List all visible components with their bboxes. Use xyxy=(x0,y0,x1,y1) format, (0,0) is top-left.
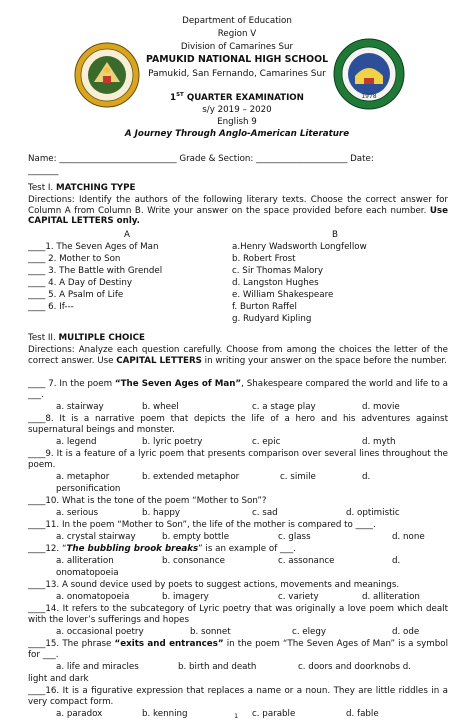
author-option-g: g. Rudyard Kipling xyxy=(232,314,312,324)
school-year: s/y 2019 – 2020 xyxy=(202,105,272,115)
matching-item-2[interactable]: ____ 2. Mother to Son xyxy=(28,254,121,264)
author-option-f: f. Burton Raffel xyxy=(232,302,297,312)
dept-line: Department of Education xyxy=(182,16,292,26)
division-line: Division of Camarines Sur xyxy=(180,42,294,52)
q9-option-b: b. extended metaphor xyxy=(142,472,240,482)
q12-option-a: a. alliteration xyxy=(56,556,114,566)
q15-option-d-text: light and dark xyxy=(28,674,89,684)
q12-option-c: c. assonance xyxy=(278,556,335,566)
q16-option-b: b. kenning xyxy=(142,709,188,719)
author-option-c: c. Sir Thomas Malory xyxy=(232,266,324,276)
q8-option-a: a. legend xyxy=(56,437,97,447)
question-16[interactable]: ____16. It is a figurative expression that replaces a name or a noun. They are little riddles in a very compact form. xyxy=(28,686,448,707)
region-line: Region V xyxy=(217,29,257,39)
matching-item-6[interactable]: ____ 6. If--- xyxy=(28,302,74,312)
q13-option-d: d. alliteration xyxy=(362,592,420,602)
test1-directions: Directions: Identify the authors of the following literary texts. Choose the correct answer for Column A from Column B. Write your answer on the space provided before each number. Use CAPITAL LETTERS only. xyxy=(28,195,448,227)
column-a-header: A xyxy=(124,230,130,240)
q7-option-c: c. a stage play xyxy=(252,402,316,412)
q7-option-d: d. movie xyxy=(362,402,400,412)
page-number: 1 xyxy=(234,712,239,720)
q13-option-a: a. onomatopoeia xyxy=(56,592,130,602)
q9-option-c: c. simile xyxy=(280,472,316,482)
q10-option-d: d. optimistic xyxy=(346,508,400,518)
q10-option-a: a. serious xyxy=(56,508,99,518)
q9-option-d-text: personification xyxy=(56,484,121,494)
q8-option-b: b. lyric poetry xyxy=(142,437,203,447)
exam-theme: A Journey Through Anglo-American Literature xyxy=(124,129,350,139)
exam-title: 1ST QUARTER EXAMINATION xyxy=(170,92,304,103)
subject: English 9 xyxy=(217,117,257,127)
test2-title: Test II. MULTIPLE CHOICE xyxy=(28,333,145,343)
q11-option-d: d. none xyxy=(392,532,425,542)
school-address: Pamukid, San Fernando, Camarines Sur xyxy=(148,69,326,79)
q16-option-a: a. paradox xyxy=(56,709,103,719)
matching-item-3[interactable]: ____ 3. The Battle with Grendel xyxy=(28,266,163,276)
date-blank[interactable]: _______ xyxy=(28,166,59,176)
q14-option-b: b. sonnet xyxy=(190,627,231,637)
author-option-e: e. William Shakespeare xyxy=(232,290,334,300)
q7-option-b: b. wheel xyxy=(142,402,179,412)
q9-option-d: d. xyxy=(362,472,371,482)
question-11[interactable]: ____11. In the poem “Mother to Son”, the life of the mother is compared to ____. xyxy=(28,520,376,530)
matching-item-1[interactable]: ____1. The Seven Ages of Man xyxy=(28,242,159,252)
question-7[interactable]: ____ 7. In the poem “The Seven Ages of Man”, Shakespeare compared the world and life to a ___. xyxy=(28,379,449,400)
test1-title: Test I. MATCHING TYPE xyxy=(28,183,136,193)
question-15[interactable]: ____15. The phrase “exits and entrances” in the poem “The Seven Ages of Man” is a symbol for ___. xyxy=(28,639,449,660)
q15-option-b: b. birth and death xyxy=(178,662,257,672)
q13-option-c: c. variety xyxy=(278,592,319,602)
q11-option-a: a. crystal stairway xyxy=(56,532,136,542)
svg-text:1978: 1978 xyxy=(361,93,377,100)
q14-option-d: d. ode xyxy=(392,627,420,637)
q12-option-d-text: onomatopoeia xyxy=(56,568,119,578)
question-9[interactable]: ____9. It is a feature of a lyric poem that presents comparison over several lines throughout the poem. xyxy=(28,449,448,470)
question-13[interactable]: ____13. A sound device used by poets to suggest actions, movements and meanings. xyxy=(28,580,400,590)
matching-item-4[interactable]: ____ 4. A Day of Destiny xyxy=(28,278,132,288)
q14-option-a: a. occasional poetry xyxy=(56,627,144,637)
q13-option-b: b. imagery xyxy=(162,592,209,602)
q11-option-c: c. glass xyxy=(278,532,311,542)
q15-option-a: a. life and miracles xyxy=(56,662,139,672)
q15-option-c: c. doors and doorknobs d. xyxy=(298,662,412,672)
question-12[interactable]: ____12. “The bubbling brook breaks” is an example of ___. xyxy=(28,544,296,554)
q11-option-b: b. empty bottle xyxy=(162,532,230,542)
q10-option-b: b. happy xyxy=(142,508,181,518)
question-10[interactable]: ____10. What is the tone of the poem “Mother to Son”? xyxy=(28,496,267,506)
q16-option-c: c. parable xyxy=(252,709,296,719)
school-name: PAMUKID NATIONAL HIGH SCHOOL xyxy=(145,54,329,65)
q12-option-b: b. consonance xyxy=(162,556,225,566)
student-info-line[interactable]: Name: ___________________________ Grade & Section: _____________________ Date: xyxy=(28,154,374,164)
q16-option-d: d. fable xyxy=(346,709,379,719)
author-option-b: b. Robert Frost xyxy=(232,254,296,264)
test2-directions: Directions: Analyze each question carefully. Choose from among the choices the letter of the correct answer. Use CAPITAL LETTERS in writing your answer on the space before the number. xyxy=(28,345,448,366)
matching-item-5[interactable]: ____ 5. A Psalm of Life xyxy=(28,290,124,300)
q12-option-d: d. xyxy=(392,556,401,566)
question-8[interactable]: ____8. It is a narrative poem that depicts the life of a hero and his adventures against supernatural beings and monster. xyxy=(28,414,448,435)
column-b-header: B xyxy=(332,230,338,240)
q7-option-a: a. stairway xyxy=(56,402,104,412)
q10-option-c: c. sad xyxy=(252,508,278,518)
q14-option-c: c. elegy xyxy=(292,627,327,637)
question-14[interactable]: ____14. It refers to the subcategory of Lyric poetry that was originally a love poem which dealt with the lover’s sufferings and hopes xyxy=(28,604,448,625)
author-option-a: a.Henry Wadsworth Longfellow xyxy=(232,242,367,252)
question-17[interactable]: ____17. These are words that can signal how to interpret the relationship between sentences in a number of different ways. xyxy=(28,721,90,722)
q8-option-c: c. epic xyxy=(252,437,281,447)
q9-option-a: a. metaphor xyxy=(56,472,110,482)
author-option-d: d. Langston Hughes xyxy=(232,278,319,288)
q8-option-d: d. myth xyxy=(362,437,396,447)
